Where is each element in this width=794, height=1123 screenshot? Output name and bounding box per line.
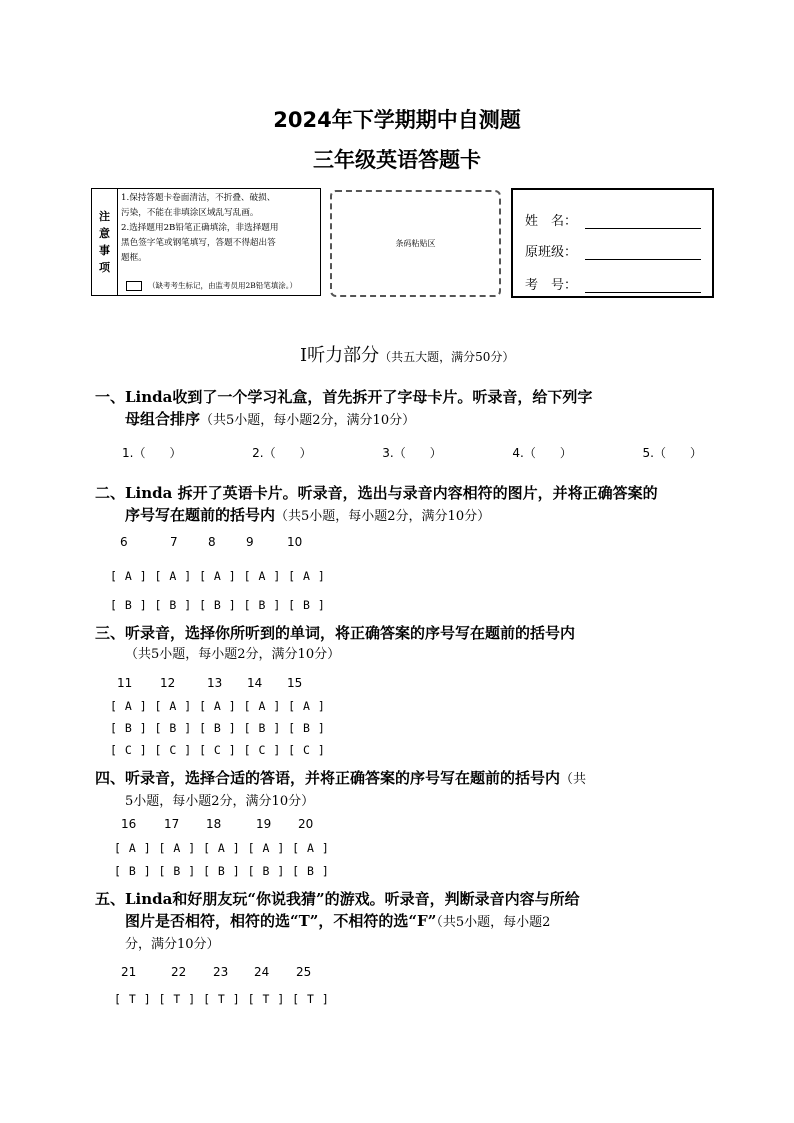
- q3-options-c[interactable]: [ C ] [ C ] [ C ] [ C ] [ C ]: [110, 743, 326, 757]
- q4-options-a[interactable]: [ A ] [ A ] [ A ] [ A ] [ A ]: [114, 841, 330, 855]
- section-title: Ⅰ听力部分（共五大题，满分50分）: [300, 345, 515, 366]
- q2-options-a[interactable]: [ A ] [ A ] [ A ] [ A ] [ A ]: [110, 569, 326, 583]
- question-2: 二、Linda 拆开了英语卡片。听录音，选出与录音内容相符的图片，并将正确答案的 序号写在题前的括号内（共5小题，每小题2分，满分10分）: [95, 484, 658, 524]
- q1-blank[interactable]: 2.（ ）: [252, 446, 312, 460]
- q1-blank[interactable]: 5.（ ）: [642, 446, 702, 460]
- q5-options-t[interactable]: [ T ] [ T ] [ T ] [ T ] [ T ]: [114, 992, 330, 1006]
- page-subtitle: 三年级英语答题卡: [313, 148, 481, 172]
- question-1: 一、Linda收到了一个学习礼盒，首先拆开了字母卡片。听录音，给下列字 母组合排序（共5小题，每小题2分，满分10分）: [95, 388, 593, 428]
- notice-text: 1.保持答题卡卷面清洁，不折叠、破损、 污染，不能在非填涂区域乱写乱画。 2.选择题用2B铅笔正确填涂，非选择题用 黑色签字笔或钢笔填写，答题不得超出答 题框。: [121, 193, 279, 263]
- q1-blanks: [122, 444, 702, 461]
- name-field[interactable]: [585, 214, 701, 229]
- q2-options-b[interactable]: [ B ] [ B ] [ B ] [ B ] [ B ]: [110, 598, 326, 612]
- barcode-area: 条码粘贴区: [330, 190, 501, 297]
- q1-blank[interactable]: 3.（ ）: [382, 446, 442, 460]
- absent-mark: （缺考考生标记，由监考员用2B铅笔填涂。）: [126, 280, 297, 291]
- q4-options-b[interactable]: [ B ] [ B ] [ B ] [ B ] [ B ]: [114, 864, 330, 878]
- q1-blank[interactable]: 1.（ ）: [122, 446, 182, 460]
- student-info-box: [511, 188, 714, 298]
- notice-label: 注 意 事 项: [92, 189, 118, 295]
- class-field[interactable]: [585, 245, 701, 260]
- number-field[interactable]: [585, 278, 701, 293]
- question-3: 三、听录音，选择你所听到的单词，将正确答案的序号写在题前的括号内 （共5小题，每小题2分，满分10分）: [95, 624, 576, 662]
- question-5: 五、Linda和好朋友玩“你说我猜”的游戏。听录音，判断录音内容与所给 图片是否相符，相符的选“T”，不相符的选“F”（共5小题，每小题2 分，满分10分）: [95, 890, 580, 952]
- question-4: 四、听录音，选择合适的答语，并将正确答案的序号写在题前的括号内（共 5小题，每小题2分，满分10分）: [95, 769, 587, 809]
- number-row: 考 号：: [525, 274, 701, 293]
- q3-options-b[interactable]: [ B ] [ B ] [ B ] [ B ] [ B ]: [110, 721, 326, 735]
- class-row: 原班级：: [525, 241, 701, 260]
- page-title: 2024年下学期期中自测题: [273, 108, 521, 132]
- absent-checkbox[interactable]: [126, 281, 142, 291]
- q3-options-a[interactable]: [ A ] [ A ] [ A ] [ A ] [ A ]: [110, 699, 326, 713]
- notice-box: [91, 188, 321, 296]
- q1-blank[interactable]: 4.（ ）: [512, 446, 572, 460]
- name-row: 姓 名：: [525, 210, 701, 229]
